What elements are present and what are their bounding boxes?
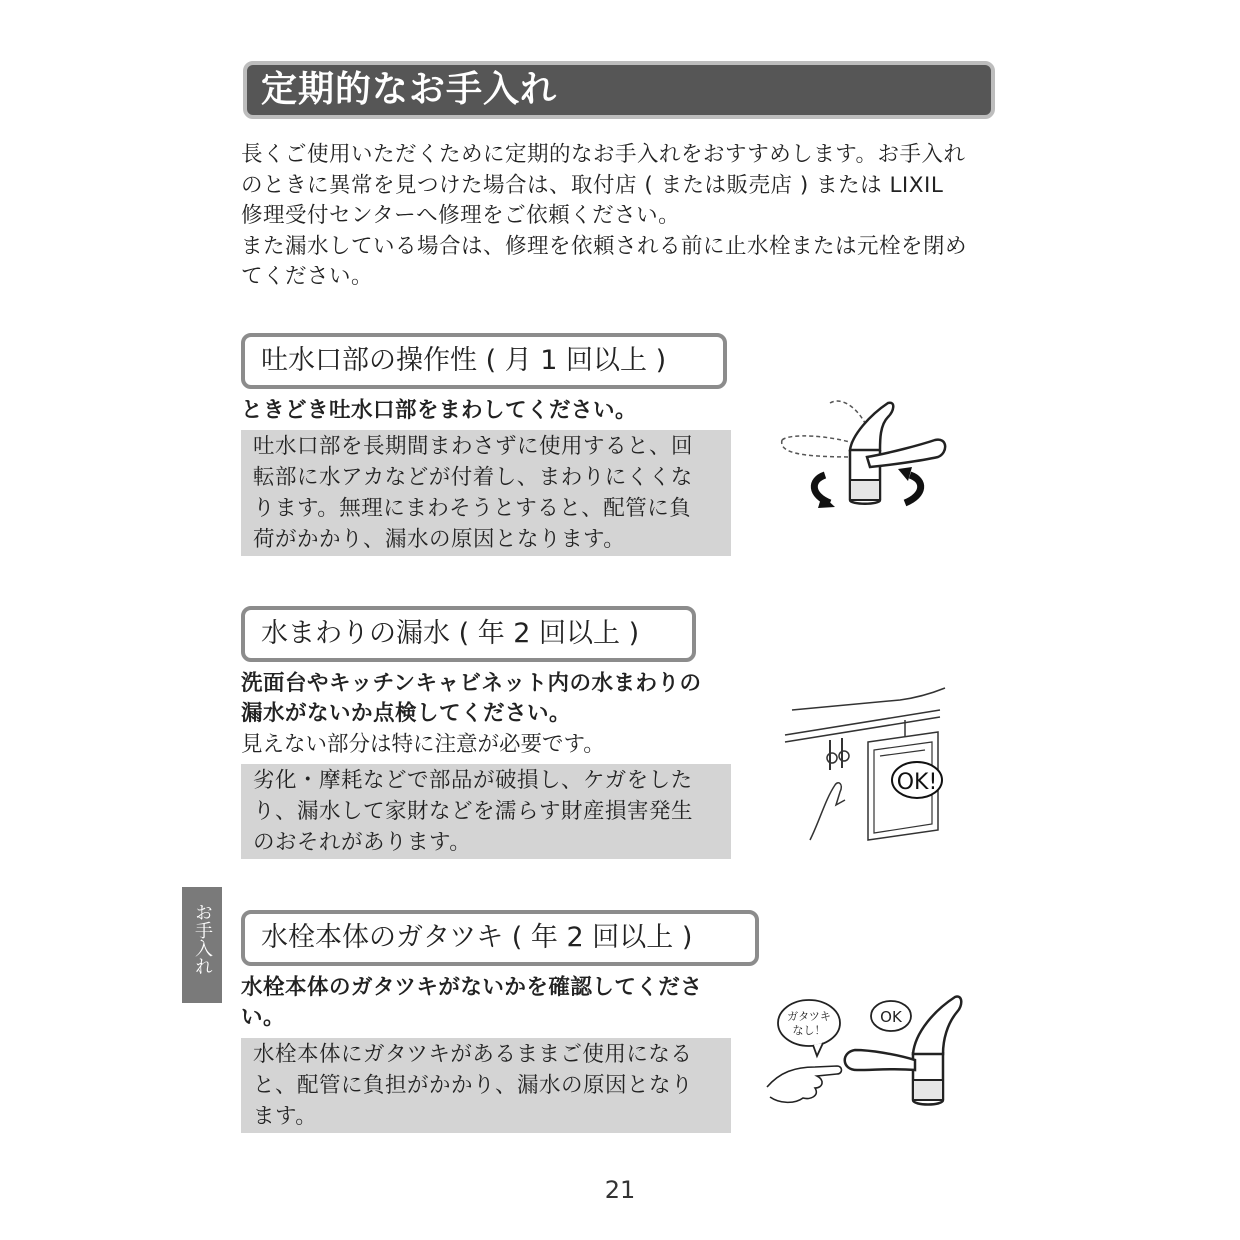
section-note bbox=[241, 1038, 731, 1133]
intro-line: 修理受付センターへ修理をご依頼ください。 bbox=[241, 203, 681, 228]
note-line: 荷がかかり、漏水の原因となります。 bbox=[253, 527, 626, 552]
note-line: 劣化・摩耗などで部品が破損し、ケガをした bbox=[253, 768, 693, 793]
note-line: ります。無理にまわそうとすると、配管に負 bbox=[253, 496, 692, 521]
section-lead bbox=[241, 973, 702, 1033]
bubble-line: ガタツキ bbox=[787, 1010, 831, 1023]
note-line: 転部に水アカなどが付着し、まわりにくくな bbox=[253, 465, 693, 490]
faucet-wobble-illustration bbox=[765, 992, 970, 1112]
intro-line: 長くご使用いただくために定期的なお手入れをおすすめします。お手入れ bbox=[241, 142, 966, 167]
bubble-line: なし！ bbox=[792, 1024, 826, 1037]
section-lead: ときどき吐水口部をまわしてください。 bbox=[241, 398, 638, 423]
side-tab-care: お手入れ bbox=[182, 887, 222, 1003]
note-line: と、配管に負担がかかり、漏水の原因となり bbox=[253, 1073, 694, 1098]
intro-line: てください。 bbox=[241, 264, 374, 289]
note-line: ます。 bbox=[253, 1104, 318, 1129]
section-title-leak: 水まわりの漏水 ( 年 2 回以上 ) bbox=[241, 606, 696, 662]
lead-line: い。 bbox=[241, 1005, 286, 1030]
section-note bbox=[241, 430, 731, 556]
note-line: 水栓本体にガタツキがあるままご使用になる bbox=[253, 1042, 693, 1067]
lead-line: 水栓本体のガタツキがないかを確認してくださ bbox=[241, 975, 703, 1000]
page-number: 21 bbox=[604, 1176, 636, 1204]
ok-label: OK! bbox=[896, 770, 938, 795]
section-lead bbox=[241, 669, 702, 729]
lead-line: 漏水がないか点検してください。 bbox=[241, 701, 572, 726]
intro-text bbox=[241, 140, 1011, 293]
cabinet-inspection-illustration bbox=[780, 680, 950, 845]
note-line: 吐水口部を長期間まわさずに使用すると、回 bbox=[253, 434, 694, 459]
section-title-spout: 吐水口部の操作性 ( 月 1 回以上 ) bbox=[241, 333, 727, 389]
intro-line: のときに異常を見つけた場合は、取付店 ( または販売店 ) または LIXIL bbox=[241, 172, 944, 198]
note-line: のおそれがあります。 bbox=[253, 830, 472, 855]
section-note bbox=[241, 764, 731, 859]
page-title: 定期的なお手入れ bbox=[243, 61, 995, 119]
section-title-wobble: 水栓本体のガタツキ ( 年 2 回以上 ) bbox=[241, 910, 759, 966]
rotating-spout-illustration bbox=[770, 395, 960, 520]
ok-label: OK bbox=[880, 1008, 902, 1026]
lead-line: 洗面台やキッチンキャビネット内の水まわりの bbox=[241, 671, 702, 696]
note-line: り、漏水して家財などを濡らす財産損害発生 bbox=[253, 799, 694, 824]
intro-line: また漏水している場合は、修理を依頼される前に止水栓または元栓を閉め bbox=[241, 233, 968, 259]
section-sub: 見えない部分は特に注意が必要です。 bbox=[241, 732, 605, 757]
